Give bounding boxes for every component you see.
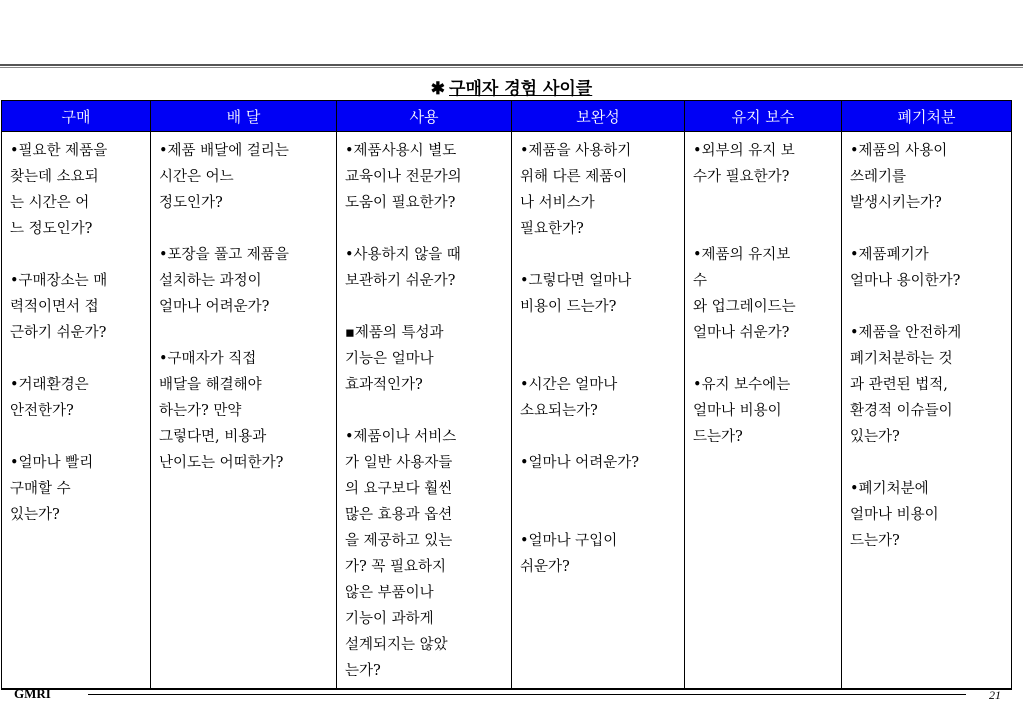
asterisk-icon: ✱ [430,79,446,99]
cell-maintenance [685,132,842,690]
item-spacer [693,190,837,242]
item-spacer [159,216,332,242]
item-spacer [520,476,680,528]
bullet-item: •사용하지 않을 때 보관하기 쉬운가? [345,247,461,289]
cell-disposal [842,132,1012,690]
cell-delivery [151,132,337,690]
bullet-item: •구매장소는 매 력적이면서 접 근하기 쉬운가? [10,273,108,341]
buyer-experience-table [1,100,1012,690]
column-header-maintenance: 유지 보수 [685,101,842,132]
bullet-item: •외부의 유지 보 수가 필요한가? [693,143,795,185]
bullet-item: •제품폐기가 얼마나 용이한가? [850,247,961,289]
bullet-item: ▪제품의 특성과 기능은 얼마나 효과적인가? [345,325,444,393]
item-spacer [345,216,507,242]
bullet-item: •제품사용시 별도 교육이나 전문가의 도움이 필요한가? [345,143,462,211]
bullet-item: •제품을 사용하기 위해 다른 제품이 나 서비스가 필요한가? [520,143,632,237]
item-spacer [520,242,680,268]
bullet-item: •그렇다면 얼마나 비용이 드는가? [520,273,632,315]
column-header-disposal: 폐기처분 [842,101,1012,132]
bullet-item: •얼마나 빨리 구매할 수 있는가? [10,455,94,523]
footer-rule [88,694,966,695]
top-rule [0,64,1023,66]
item-spacer [520,320,680,372]
item-spacer [10,346,146,372]
item-spacer [10,242,146,268]
item-spacer [10,424,146,450]
cell-use [337,132,512,690]
content-row [2,132,1012,690]
item-spacer [345,398,507,424]
item-spacer [159,320,332,346]
slide-title [0,74,1023,99]
bullet-item: •폐기처분에 얼마나 비용이 드는가? [850,481,939,549]
bullet-item: •제품을 안전하게 폐기처분하는 것 과 관련된 법적, 환경적 이슈들이 있는가? [850,325,962,445]
bullet-item: •필요한 제품을 찾는데 소요되 는 시간은 어 느 정도인가? [10,143,108,237]
slide-title-text: 구매자 경험 사이클 [449,79,593,99]
cell-complements [512,132,685,690]
column-header-use: 사용 [337,101,512,132]
top-rule-thin [0,67,1023,68]
item-spacer [520,424,680,450]
column-header-purchase: 구매 [2,101,151,132]
column-header-complements: 보완성 [512,101,685,132]
column-header-delivery: 배 달 [151,101,337,132]
bullet-item: •시간은 얼마나 소요되는가? [520,377,618,419]
bullet-item: •제품이나 서비스 가 일반 사용자들 의 요구보다 훨씬 많은 효용과 옵션 을 제공하고 있는 가? 꼭 필요하지 않은 부품이나 기능이 과하게 설계되지는 않았 는가? [345,429,457,679]
bullet-item: •거래환경은 안전한가? [10,377,89,419]
header-row [2,101,1012,132]
bullet-item: •구매자가 직접 배달을 해결해야 하는가? 만약 그렇다면, 비용과 난이도는 어떠한가? [159,351,284,471]
item-spacer [850,450,1007,476]
item-spacer [850,216,1007,242]
page-number: 21 [989,688,1001,702]
bullet-item: •유지 보수에는 얼마나 비용이 드는가? [693,377,791,445]
bullet-item: •얼마나 어려운가? [520,455,639,471]
item-spacer [693,346,837,372]
bullet-item: •제품의 사용이 쓰레기를 발생시키는가? [850,143,948,211]
bullet-item: •얼마나 구입이 쉬운가? [520,533,618,575]
item-spacer [850,294,1007,320]
cell-purchase [2,132,151,690]
item-spacer [345,294,507,320]
bullet-item: •제품 배달에 걸리는 시간은 어느 정도인가? [159,143,289,211]
bullet-item: •포장을 풀고 제품을 설치하는 과정이 얼마나 어려운가? [159,247,289,315]
footer-logo: GMRI [14,686,51,701]
bullet-item: •제품의 유지보 수 와 업그레이드는 얼마나 쉬운가? [693,247,796,341]
